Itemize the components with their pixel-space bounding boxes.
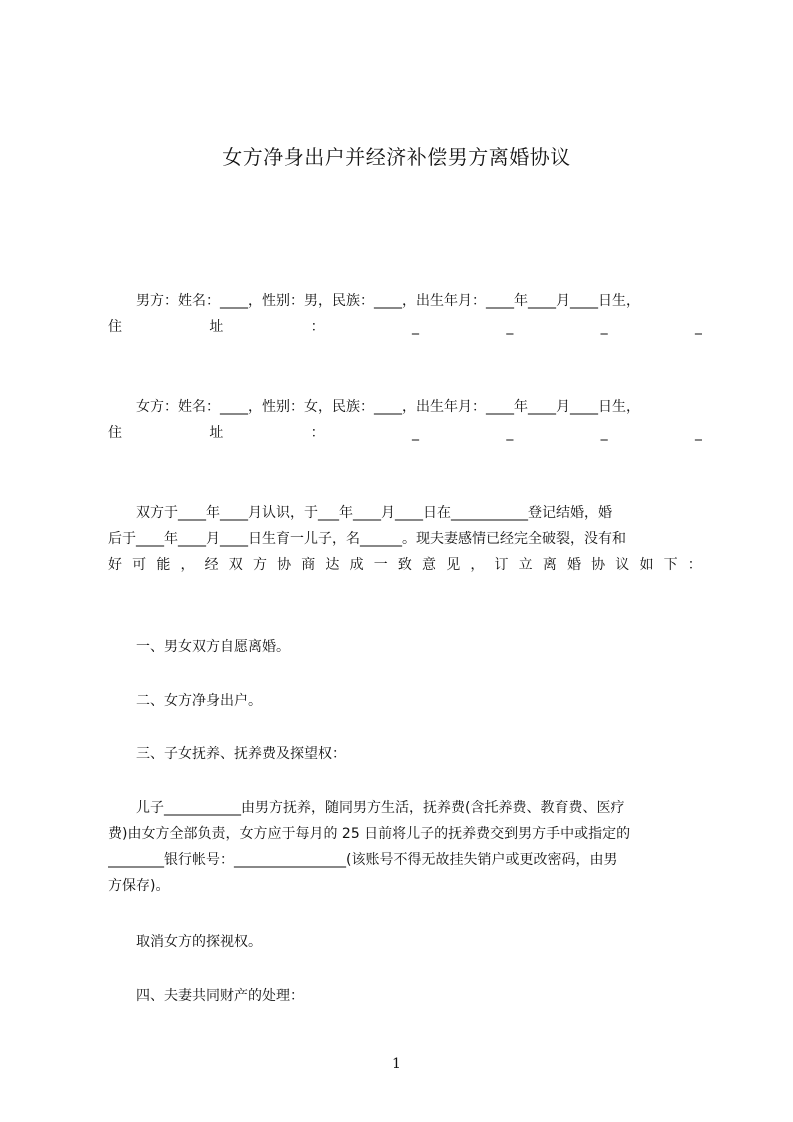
intro-char: 见 [446, 557, 461, 573]
custody-paragraph [108, 795, 702, 899]
intro-char: 意 [422, 557, 437, 573]
intro-char: 能 [156, 557, 171, 573]
address-char: _ [411, 319, 419, 335]
female-party-address [108, 420, 702, 446]
intro-char: 好 [108, 557, 122, 573]
intro-char: 立 [518, 557, 533, 573]
intro-char: 经 [204, 557, 219, 573]
female-party-info: 女方：姓名：____，性别：女，民族：____，出生年月：____年____月____日生， [136, 399, 640, 415]
intro-line-1: 双方于____年____月认识，于___年____月____日在___________登记结婚，婚 [136, 505, 612, 521]
intro-char: 下 [663, 557, 678, 573]
intro-char: 离 [542, 557, 557, 573]
custody-line-2: 费)由女方全部负责，女方应于每月的 25 日前将儿子的抚养费交到男方手中或指定的 [108, 826, 631, 842]
intro-char: 致 [397, 557, 412, 573]
clause-1-text: 一、男女双方自愿离婚。 [136, 639, 290, 655]
clause-2-text: 二、女方净身出户。 [136, 693, 262, 709]
address-char: 住 [108, 319, 122, 335]
intro-char: 商 [301, 557, 316, 573]
address-char: ： [310, 425, 325, 441]
address-char: _ [600, 425, 608, 441]
custody-line-1: 儿子___________由男方抚养，随同男方生活，抚养费(含托养费、教育费、医疗 [136, 800, 625, 816]
visitation-paragraph [108, 929, 702, 955]
intro-line-3 [108, 552, 702, 578]
address-char: _ [600, 319, 608, 335]
male-party-address [108, 314, 702, 340]
intro-char: 议 [615, 557, 630, 573]
clause-3-text: 三、子女抚养、抚养费及探望权： [136, 746, 346, 762]
custody-line-4: 方保存)。 [108, 878, 170, 894]
intro-char: 达 [325, 557, 340, 573]
page-number: 1 [392, 1056, 401, 1072]
address-char: 址 [209, 319, 224, 335]
intro-line-2: 后于____年____月____日生育一儿子，名______。现夫妻感情已经完全破裂，没有和 [108, 531, 626, 547]
address-char: _ [694, 319, 702, 335]
address-char: ： [310, 319, 325, 335]
intro-char: ： [687, 557, 702, 573]
intro-char: 一 [373, 557, 388, 573]
document-title: 女方净身出户并经济补偿男方离婚协议 [222, 145, 571, 169]
female-party-section [108, 394, 702, 446]
custody-line-3: ________银行帐号：________________(该账号不得无故挂失销户或更改密码，由男 [108, 852, 618, 868]
clause-2 [108, 688, 702, 714]
male-party-section [108, 288, 702, 340]
clause-3 [108, 741, 702, 767]
clause-4-text: 四、夫妻共同财产的处理： [136, 988, 304, 1004]
intro-paragraph [108, 500, 702, 578]
visitation-text: 取消女方的探视权。 [136, 934, 262, 950]
address-char: _ [411, 425, 419, 441]
male-party-info: 男方：姓名：____，性别：男，民族：____，出生年月：____年____月____日生， [136, 293, 640, 309]
address-char: 址 [209, 425, 224, 441]
intro-char: 订 [494, 557, 509, 573]
address-char: _ [506, 319, 514, 335]
intro-char: 婚 [566, 557, 581, 573]
intro-char: 如 [639, 557, 654, 573]
intro-char: 可 [132, 557, 147, 573]
address-char: 住 [108, 425, 122, 441]
clause-4 [108, 983, 702, 1009]
intro-char: ， [470, 557, 485, 573]
intro-char: 成 [349, 557, 364, 573]
address-char: _ [506, 425, 514, 441]
intro-char: 协 [277, 557, 292, 573]
intro-char: 协 [591, 557, 606, 573]
intro-char: 方 [252, 557, 267, 573]
clause-1 [108, 634, 702, 660]
intro-char: ， [180, 557, 195, 573]
address-char: _ [694, 425, 702, 441]
intro-char: 双 [228, 557, 243, 573]
